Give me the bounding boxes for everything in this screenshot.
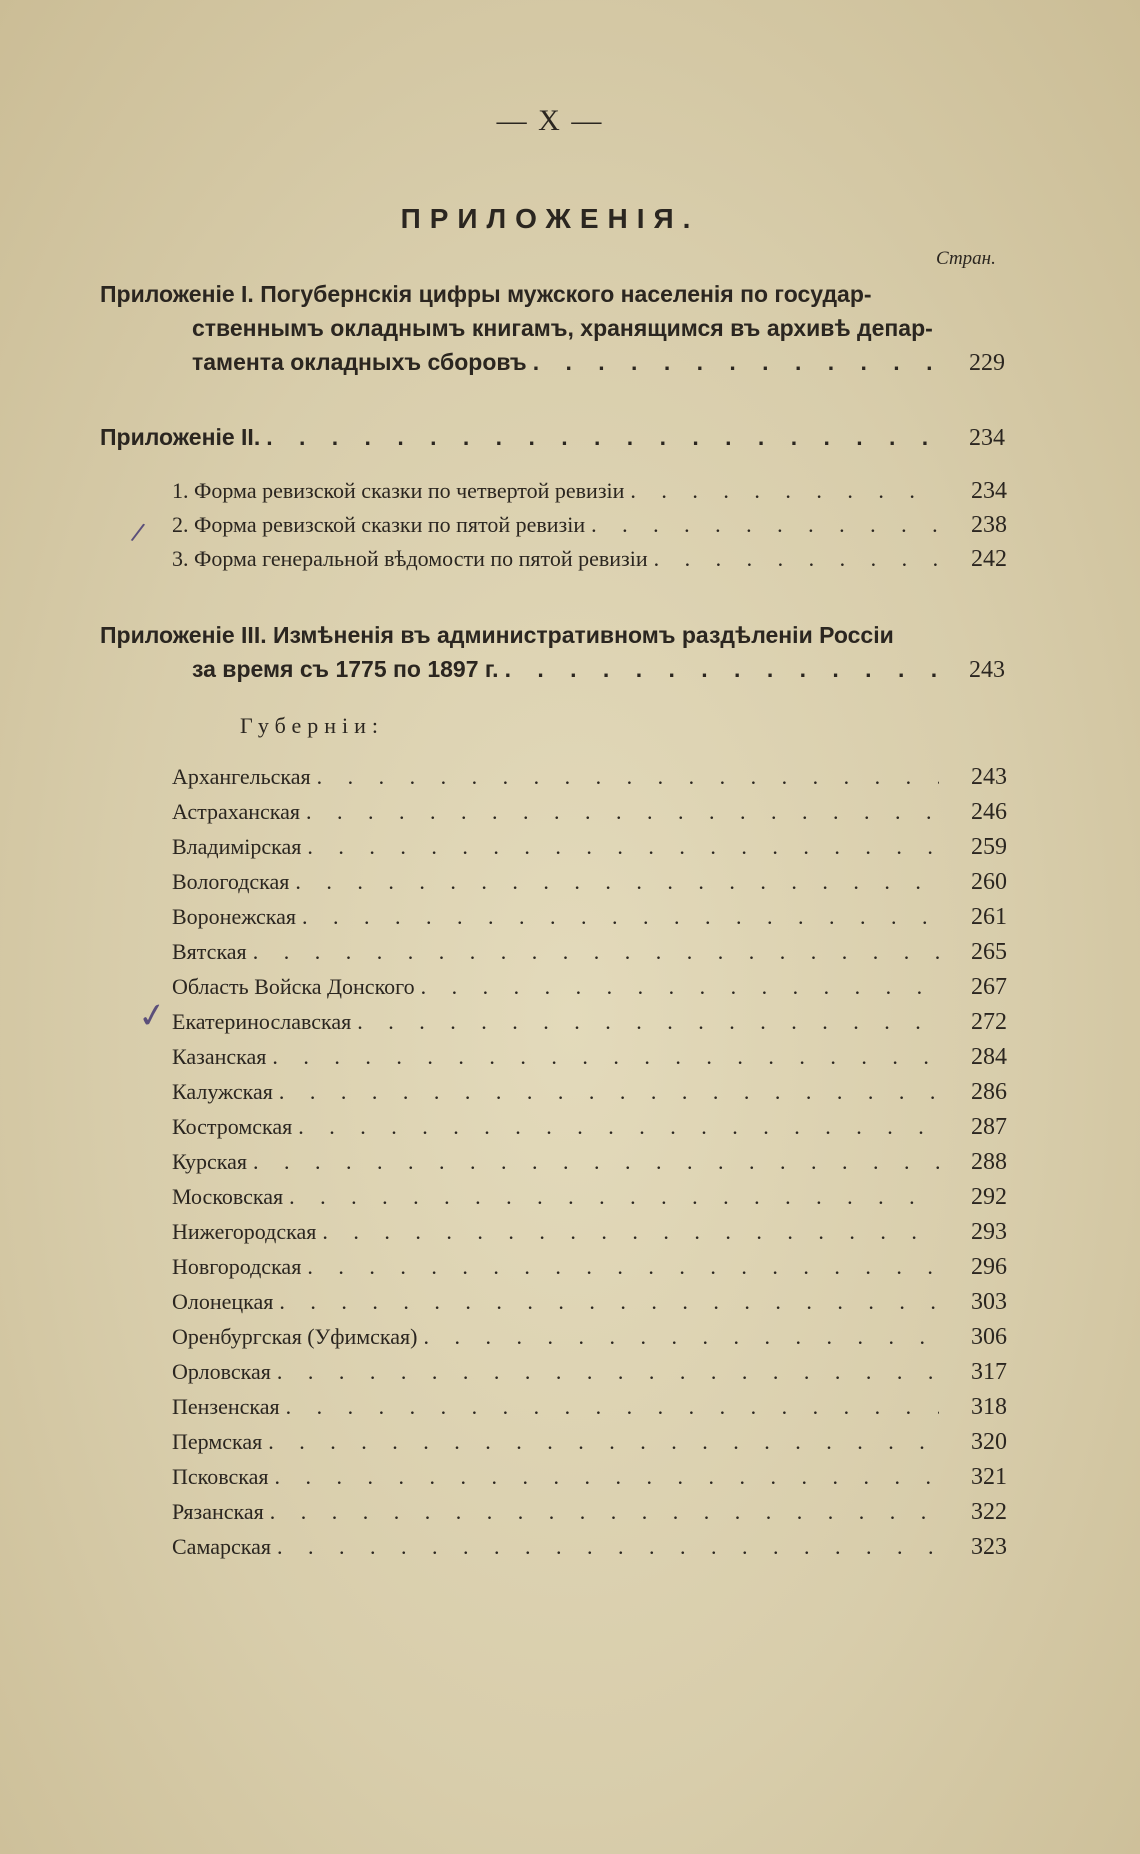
gubernia-label: Пермская	[172, 1429, 263, 1454]
gubernia-page: 267	[971, 974, 1007, 1000]
appendix-1-line-1: Приложеніе I. Погубернскія цифры мужского населенія по государ-	[100, 281, 872, 307]
gubernia-page: 246	[971, 799, 1007, 825]
appendix-1-entry	[100, 277, 1005, 379]
appendix-2-item	[172, 512, 1007, 539]
appendix-3-page: 243	[969, 657, 1005, 683]
dot-leader	[277, 1359, 939, 1385]
gubernia-label: Новгородская	[172, 1254, 302, 1279]
item-label: 3. Форма генеральной вѣдомости по пятой ревизіи	[172, 546, 648, 571]
gubernia-label: Вологодская	[172, 869, 290, 894]
appendix-2-row	[100, 420, 1005, 455]
dot-leader	[266, 420, 937, 454]
gubernia-page: 292	[971, 1184, 1007, 1210]
gubernia-page: 284	[971, 1044, 1007, 1070]
gubernia-row	[172, 1149, 1007, 1176]
gubernia-label: Казанская	[172, 1044, 267, 1069]
gubernia-label: Астраханская	[172, 799, 301, 824]
dot-leader	[533, 345, 937, 379]
appendix-3-line-2: за время съ 1775 по 1897 г.	[192, 656, 499, 682]
dot-leader	[424, 1324, 940, 1350]
appendix-1-line-2: ственнымъ окладнымъ книгамъ, хранящимся въ архивѣ депар-	[192, 315, 933, 341]
gubernia-page: 320	[971, 1429, 1007, 1455]
dot-leader	[421, 974, 939, 1000]
item-page: 234	[971, 478, 1007, 504]
gubernia-row	[172, 1464, 1007, 1491]
gubernia-page: 287	[971, 1114, 1007, 1140]
gubernia-label: Костромская	[172, 1114, 293, 1139]
appendix-3-last-row	[100, 652, 1005, 687]
gubernia-row	[172, 799, 1007, 826]
appendix-3-line-1: Приложеніе III. Измѣненія въ административномъ раздѣленіи Россіи	[100, 622, 894, 648]
gubernia-page: 260	[971, 869, 1007, 895]
item-page: 238	[971, 512, 1007, 538]
gubernia-row	[172, 764, 1007, 791]
gubernia-row	[172, 1429, 1007, 1456]
gubernia-label: Калужская	[172, 1079, 273, 1104]
gubernia-row	[172, 1499, 1007, 1526]
gubernia-page: 243	[971, 764, 1007, 790]
gubernia-row	[172, 1289, 1007, 1316]
appendix-2-page: 234	[969, 425, 1005, 451]
dot-leader	[289, 1184, 939, 1210]
gubernia-row	[172, 1254, 1007, 1281]
dot-leader	[279, 1289, 939, 1315]
dot-leader	[268, 1429, 939, 1455]
gubernia-page: 288	[971, 1149, 1007, 1175]
gubernia-page: 261	[971, 904, 1007, 930]
gubernia-row	[172, 939, 1007, 966]
gubernia-page: 318	[971, 1394, 1007, 1420]
gubernia-label: Пензенская	[172, 1394, 280, 1419]
gubernia-row	[172, 1009, 1007, 1036]
gubernia-label: Псковская	[172, 1464, 269, 1489]
check-mark-icon: ✓	[135, 994, 170, 1038]
gubernia-page: 322	[971, 1499, 1007, 1525]
dot-leader	[298, 1114, 939, 1140]
gubernia-row	[172, 1184, 1007, 1211]
gubernia-label: Область Войска Донского	[172, 974, 415, 999]
gubernia-label: Курская	[172, 1149, 248, 1174]
gubernia-label: Рязанская	[172, 1499, 264, 1524]
gubernia-page: 306	[971, 1324, 1007, 1350]
dot-leader	[307, 1254, 939, 1280]
gubernia-label: Воронежская	[172, 904, 297, 929]
gubernia-page: 293	[971, 1219, 1007, 1245]
dot-leader	[295, 869, 939, 895]
dot-leader	[505, 652, 937, 686]
appendix-2-label: Приложеніе II.	[100, 424, 261, 450]
gubernia-label: Владимірская	[172, 834, 302, 859]
gubernia-row	[172, 1359, 1007, 1386]
gubernia-row	[172, 834, 1007, 861]
gubernia-label: Архангельская	[172, 764, 311, 789]
gubernia-page: 323	[971, 1534, 1007, 1560]
appendix-1-line-3: тамента окладныхъ сборовъ	[192, 349, 527, 375]
gubernia-row	[172, 1114, 1007, 1141]
gubernia-row	[172, 974, 1007, 1001]
gubernia-row	[172, 904, 1007, 931]
gubernia-row	[172, 869, 1007, 896]
pencil-mark-icon: /	[129, 517, 147, 547]
dot-leader	[630, 478, 939, 504]
gubernia-page: 259	[971, 834, 1007, 860]
gubernia-label: Орловская	[172, 1359, 271, 1384]
dot-leader	[357, 1009, 939, 1035]
dot-leader	[317, 764, 939, 790]
gubernia-page: 272	[971, 1009, 1007, 1035]
gubernia-label: Оренбургская (Уфимская)	[172, 1324, 418, 1349]
gubernia-row	[172, 1079, 1007, 1106]
dot-leader	[270, 1499, 939, 1525]
page-folio: — X —	[496, 104, 604, 137]
dot-leader	[286, 1394, 939, 1420]
gubernia-page: 303	[971, 1289, 1007, 1315]
gubernia-page: 265	[971, 939, 1007, 965]
dot-leader	[253, 939, 939, 965]
appendix-2-item	[172, 546, 1007, 573]
dot-leader	[272, 1044, 939, 1070]
gubernia-label: Самарская	[172, 1534, 271, 1559]
gubernia-label: Олонецкая	[172, 1289, 274, 1314]
dot-leader	[322, 1219, 939, 1245]
item-label: 2. Форма ревизской сказки по пятой ревизіи	[172, 512, 586, 537]
gubernia-row	[172, 1324, 1007, 1351]
gubernia-label: Нижегородская	[172, 1219, 317, 1244]
dot-leader	[306, 799, 939, 825]
item-label: 1. Форма ревизской сказки по четвертой ревизіи	[172, 478, 625, 503]
appendix-1-page: 229	[969, 350, 1005, 376]
page-column-label: Стран.	[936, 248, 996, 269]
gubernii-title: Губерніи:	[240, 713, 385, 738]
gubernia-row	[172, 1044, 1007, 1071]
dot-leader	[279, 1079, 939, 1105]
dot-leader	[275, 1464, 940, 1490]
gubernia-label: Вятская	[172, 939, 247, 964]
dot-leader	[277, 1534, 939, 1560]
gubernia-page: 296	[971, 1254, 1007, 1280]
gubernia-page: 286	[971, 1079, 1007, 1105]
section-heading: ПРИЛОЖЕНІЯ.	[400, 203, 700, 234]
dot-leader	[654, 546, 939, 572]
dot-leader	[253, 1149, 939, 1175]
gubernia-label: Московская	[172, 1184, 284, 1209]
gubernia-page: 321	[971, 1464, 1007, 1490]
appendix-2-item	[172, 478, 1007, 505]
appendix-3-entry	[100, 618, 1005, 686]
dot-leader	[591, 512, 939, 538]
gubernia-label: Екатеринославская	[172, 1009, 352, 1034]
gubernia-row	[172, 1219, 1007, 1246]
gubernia-row	[172, 1534, 1007, 1561]
gubernia-row	[172, 1394, 1007, 1421]
item-page: 242	[971, 546, 1007, 572]
dot-leader	[302, 904, 939, 930]
appendix-1-last-row	[100, 345, 1005, 380]
dot-leader	[307, 834, 939, 860]
gubernia-page: 317	[971, 1359, 1007, 1385]
